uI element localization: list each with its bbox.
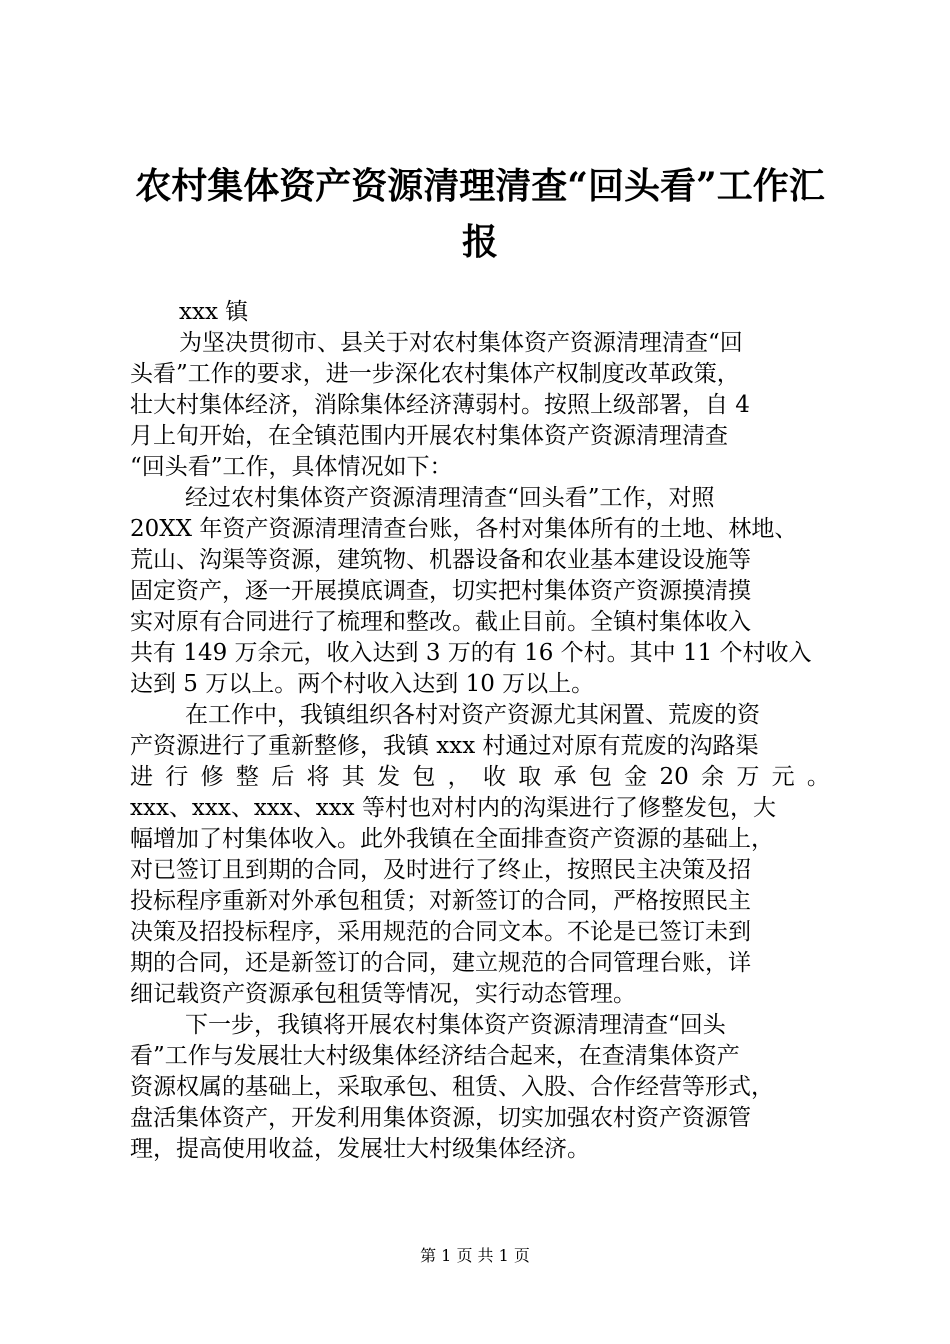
justified-token: 行 (165, 764, 189, 790)
paragraph-line: 经过农村集体资产资源清理清查“回头看”工作，对照 (185, 485, 715, 511)
justified-token: 进 (130, 764, 153, 790)
paragraph-line: 达到 5 万以上。两个村收入达到 10 万以上。 (130, 671, 595, 697)
paragraph-line: 下一步，我镇将开展农村集体资产资源清理清查“回头 (185, 1012, 726, 1038)
document-body (130, 297, 830, 1165)
paragraph-line: 盘活集体资产，开发利用集体资源，切实加强农村资产资源管 (130, 1105, 751, 1131)
paragraph-line: 实对原有合同进行了梳理和整改。截止目前。全镇村集体收入 (130, 609, 751, 635)
paragraph-line: 对已签订且到期的合同，及时进行了终止，按照民主决策及招 (130, 857, 751, 883)
justified-token: 。 (806, 764, 830, 790)
justified-token: 收 (482, 764, 506, 790)
document-title (120, 158, 840, 270)
justified-token: 将 (306, 764, 330, 790)
paragraph-line: 壮大村集体经济，消除集体经济薄弱村。按照上级部署，自 4 (130, 392, 750, 418)
paragraph-line: 理，提高使用收益，发展壮大村级集体经济。 (130, 1136, 590, 1162)
paragraph-line: 20XX 年资产资源清理清查台账，各村对集体所有的土地、林地、 (130, 516, 798, 542)
paragraph-line: “回头看”工作，具体情况如下： (130, 454, 453, 480)
justified-token: 20 (659, 764, 689, 790)
justified-token: ， (447, 764, 471, 790)
paragraph-line: 荒山、沟渠等资源，建筑物、机器设备和农业基本建设设施等 (130, 547, 751, 573)
paragraph-line: 细记载资产资源承包租赁等情况，实行动态管理。 (130, 981, 636, 1007)
paragraph-line: 月上旬开始，在全镇范围内开展农村集体资产资源清理清查 (130, 423, 728, 449)
paragraph-line: 幅增加了村集体收入。此外我镇在全面排查资产资源的基础上， (130, 826, 774, 852)
justified-token: 其 (341, 764, 365, 790)
paragraph-line: 在工作中，我镇组织各村对资产资源尤其闲置、荒废的资 (185, 702, 760, 728)
justified-token: 万 (736, 764, 760, 790)
justified-token: 发 (377, 764, 401, 790)
paragraph-line: 资源权属的基础上，采取承包、租赁、入股、合作经营等形式， (130, 1074, 774, 1100)
justified-token: 金 (624, 764, 648, 790)
title-line-1: 农村集体资产资源清理清查“回头看”工作汇 (135, 165, 825, 207)
paragraph-line: 共有 149 万余元，收入达到 3 万的有 16 个村。其中 11 个村收入 (130, 640, 812, 666)
justified-token: 整 (235, 764, 259, 790)
justified-token: 包 (588, 764, 612, 790)
paragraph-line: 期的合同，还是新签订的合同，建立规范的合同管理台账，详 (130, 950, 751, 976)
paragraph-line: 为坚决贯彻市、县关于对农村集体资产资源清理清查“回 (179, 330, 743, 356)
author-line: xxx 镇 (179, 299, 249, 325)
paragraph-line-justified (130, 762, 830, 793)
title-line-2: 报 (461, 221, 498, 263)
paragraph-line: 看”工作与发展壮大村级集体经济结合起来，在查清集体资产 (130, 1043, 740, 1069)
justified-token: 承 (553, 764, 577, 790)
justified-token: 余 (701, 764, 725, 790)
paragraph-line: 固定资产，逐一开展摸底调查，切实把村集体资产资源摸清摸 (130, 578, 751, 604)
page-footer: 第 1 页 共 1 页 (420, 1246, 530, 1265)
justified-token: 后 (271, 764, 295, 790)
justified-token: 取 (518, 764, 542, 790)
justified-token: 修 (200, 764, 224, 790)
paragraph-line: xxx、xxx、xxx、xxx 等村也对村内的沟渠进行了修整发包，大 (130, 795, 776, 821)
paragraph-line: 产资源进行了重新整修，我镇 xxx 村通过对原有荒废的沟路渠 (130, 733, 759, 759)
justified-token: 元 (771, 764, 795, 790)
paragraph-line: 投标程序重新对外承包租赁；对新签订的合同，严格按照民主 (130, 888, 751, 914)
paragraph-line: 头看”工作的要求，进一步深化农村集体产权制度改革政策， (130, 361, 740, 387)
paragraph-line: 决策及招投标程序，采用规范的合同文本。不论是已签订未到 (130, 919, 751, 945)
justified-token: 包 (412, 764, 436, 790)
